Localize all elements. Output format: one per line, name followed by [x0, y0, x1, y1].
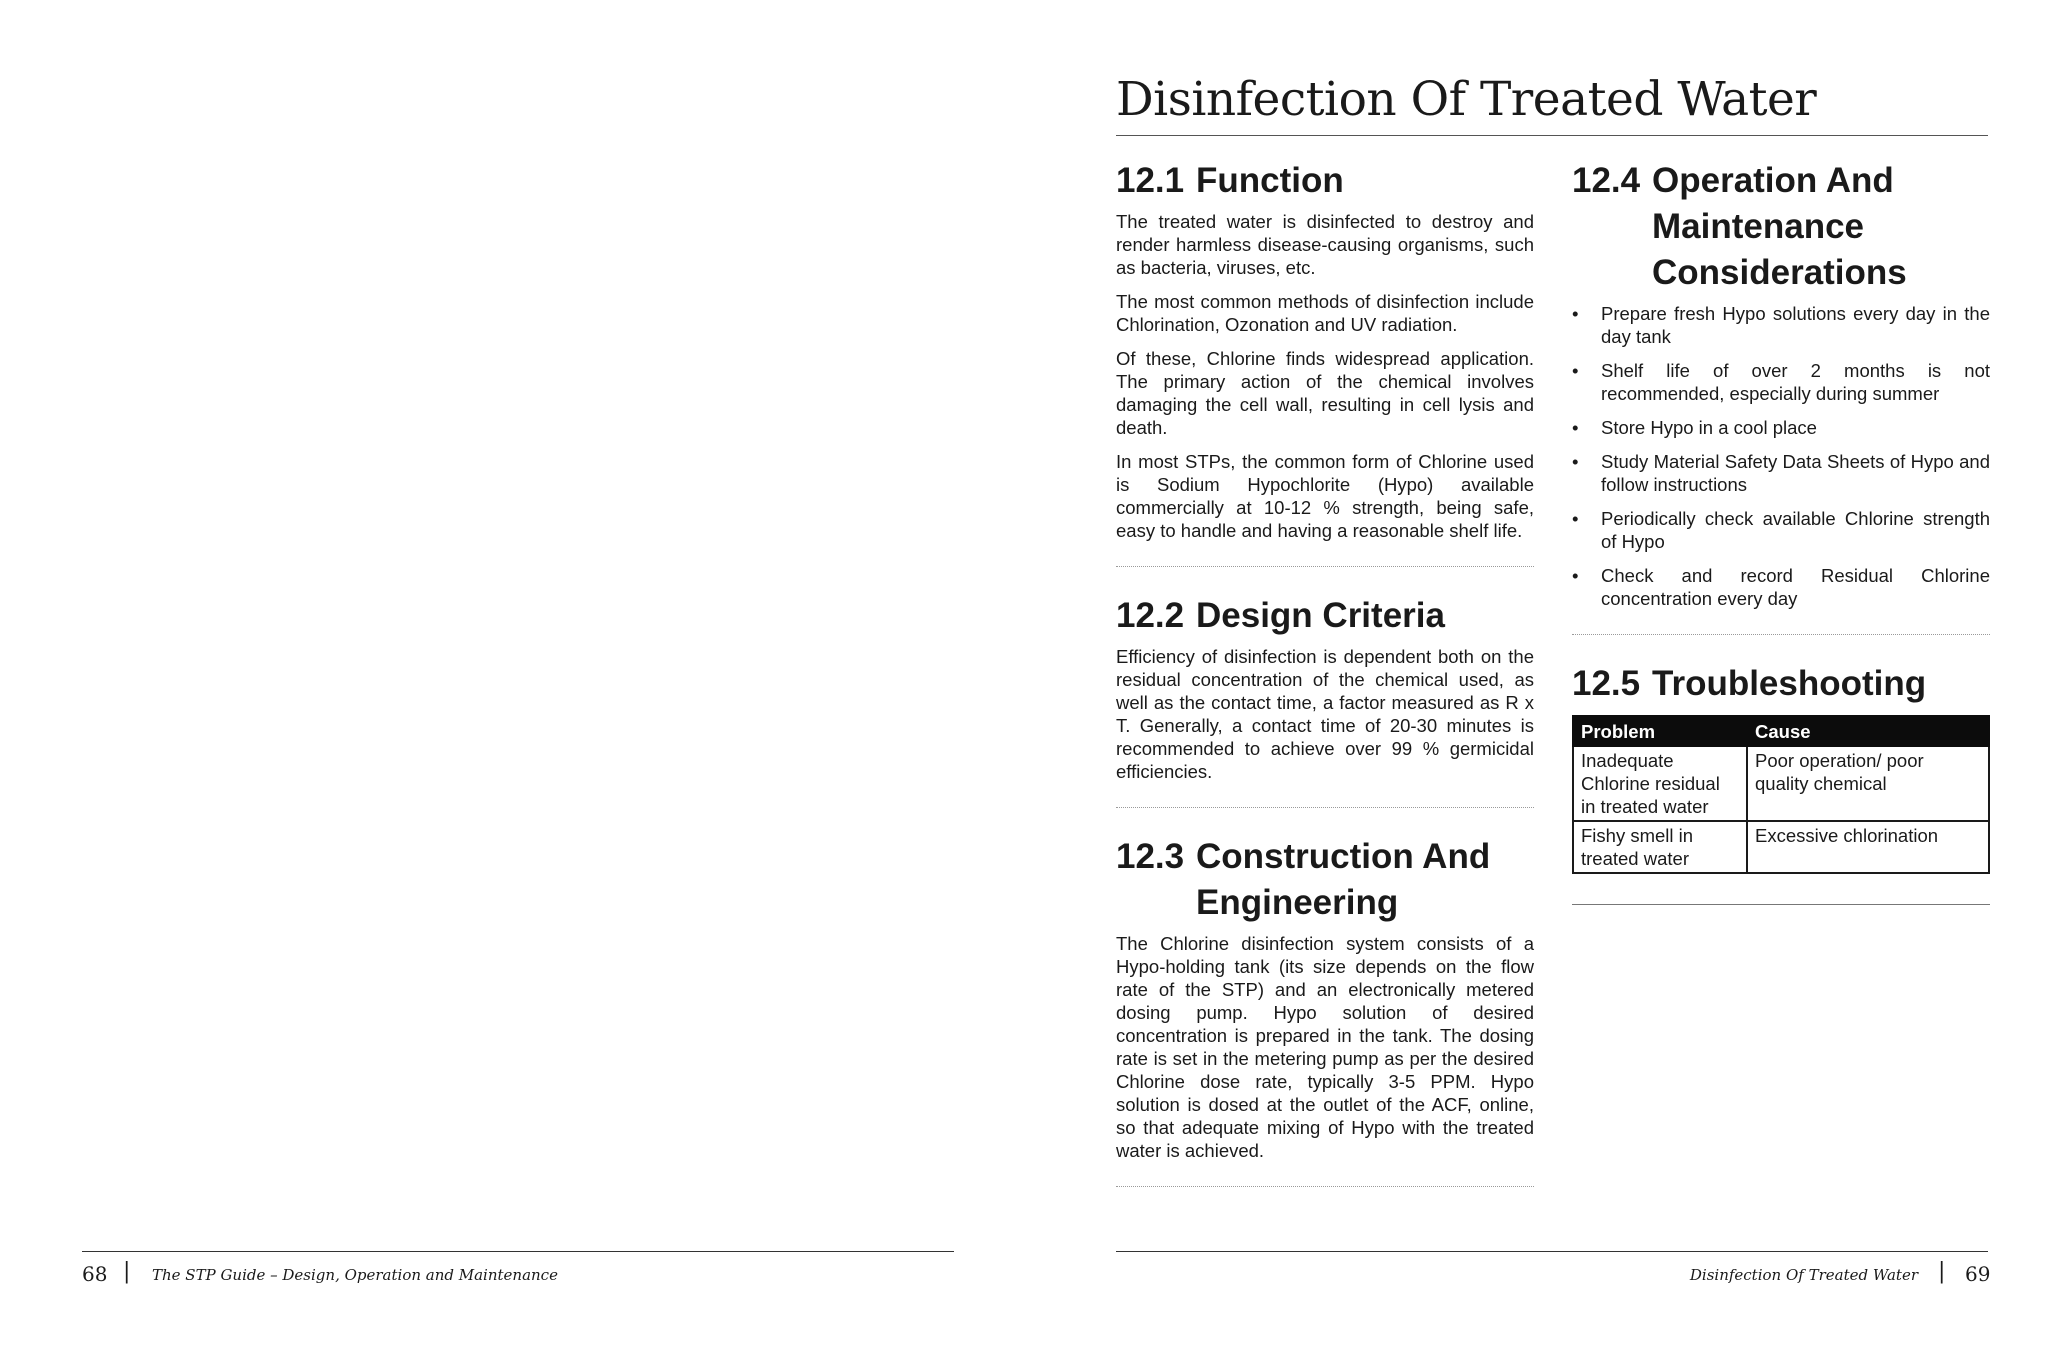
list-item-text: Check and record Residual Chlorine concentration every day: [1601, 565, 1990, 609]
title-divider: [1116, 135, 1988, 136]
left-page-number: 68: [82, 1262, 108, 1286]
left-footer-separator: |: [123, 1259, 131, 1284]
right-page-number: 69: [1965, 1262, 1991, 1286]
paragraph: In most STPs, the common form of Chlorine used is Sodium Hypochlorite (Hypo) available commercially at 10-12 % strength, being safe, easy to handle and having a reasonable shelf life.: [1116, 451, 1534, 541]
paragraph: The treated water is disinfected to destroy and render harmless disease-causing organisms, such as bacteria, viruses, etc.: [1116, 211, 1534, 278]
right-running-title: Disinfection Of Treated Water: [1689, 1266, 1918, 1284]
right-column: [1572, 158, 1990, 905]
paragraph: Of these, Chlorine finds widespread application. The primary action of the chemical involves damaging the cell wall, resulting in cell lysis and death.: [1116, 348, 1534, 438]
bullet-icon: •: [1572, 417, 1579, 438]
section-number: 12.5: [1572, 664, 1641, 703]
section-number: 12.3: [1116, 837, 1185, 876]
table-header-row: [1573, 716, 1989, 746]
table-cell-problem: Fishy smell in treated water: [1573, 821, 1747, 873]
section-title: Design Criteria: [1196, 596, 1445, 635]
section-heading-function: [1116, 158, 1534, 204]
bullet-icon: •: [1572, 565, 1579, 586]
section-divider: [1116, 807, 1534, 808]
section-divider: [1116, 566, 1534, 567]
column-header-cause: Cause: [1747, 716, 1989, 746]
left-column: [1116, 158, 1534, 1213]
section-title-line: Operation And: [1652, 161, 1894, 200]
bullet-icon: •: [1572, 508, 1579, 529]
section-divider: [1116, 1186, 1534, 1187]
section-title-line: Construction And: [1196, 837, 1491, 876]
chapter-title: Disinfection Of Treated Water: [1116, 72, 1817, 127]
section-heading-construction: [1116, 834, 1534, 926]
section-title: Troubleshooting: [1652, 664, 1927, 703]
section-title: [1196, 834, 1534, 926]
list-item: [1572, 450, 1990, 496]
section-heading-operation: [1572, 158, 1990, 296]
bullet-icon: •: [1572, 303, 1579, 324]
column-header-problem: Problem: [1573, 716, 1747, 746]
section-divider: [1572, 634, 1990, 635]
section-number: 12.4: [1572, 161, 1641, 200]
bullet-icon: •: [1572, 360, 1579, 381]
section-title: [1652, 158, 1990, 296]
list-item-text: Prepare fresh Hypo solutions every day in the day tank: [1601, 303, 1990, 347]
section-title-line: Engineering: [1196, 883, 1399, 922]
table-cell-problem: Inadequate Chlorine residual in treated water: [1573, 746, 1747, 821]
section-number: 12.2: [1116, 596, 1185, 635]
list-item: [1572, 507, 1990, 553]
troubleshooting-table: [1572, 715, 1990, 874]
section-title: Function: [1196, 161, 1344, 200]
section-number: 12.1: [1116, 161, 1185, 200]
table-row: [1573, 746, 1989, 821]
left-footer-rule: [82, 1251, 954, 1252]
list-item-text: Shelf life of over 2 months is not recommended, especially during summer: [1601, 360, 1990, 404]
section-heading-troubleshooting: [1572, 661, 1990, 707]
table-cell-cause: Poor operation/ poor quality chemical: [1747, 746, 1989, 821]
bullet-icon: •: [1572, 451, 1579, 472]
right-footer-rule: [1116, 1251, 1988, 1252]
list-item-text: Study Material Safety Data Sheets of Hypo and follow instructions: [1601, 451, 1990, 495]
table-cell-cause: Excessive chlorination: [1747, 821, 1989, 873]
list-item: [1572, 359, 1990, 405]
paragraph: The Chlorine disinfection system consists of a Hypo-holding tank (its size depends on the flow rate of the STP) and an electronically metered dosing pump. Hypo solution of desired concentration is prepared in the tank. The dosing rate is set in the metering pump as per the desired Chlorine dose rate, typically 3-5 PPM. Hypo solution is dosed at the outlet of the ACF, online, so that adequate mixing of Hypo with the treated water is achieved.: [1116, 933, 1534, 1161]
left-running-title: The STP Guide – Design, Operation and Maintenance: [152, 1266, 558, 1284]
section-title-line: Maintenance: [1652, 207, 1864, 246]
paragraph: Efficiency of disinfection is dependent both on the residual concentration of the chemical used, as well as the contact time, a factor measured as R x T. Generally, a contact time of 20-30 minutes is recommended to achieve over 99 % germicidal efficiencies.: [1116, 646, 1534, 782]
table-row: [1573, 821, 1989, 873]
section-title-line: Considerations: [1652, 253, 1907, 292]
paragraph: The most common methods of disinfection include Chlorination, Ozonation and UV radiation.: [1116, 291, 1534, 335]
list-item-text: Periodically check available Chlorine strength of Hypo: [1601, 508, 1990, 552]
list-item-text: Store Hypo in a cool place: [1601, 417, 1817, 438]
section-end-rule: [1572, 904, 1990, 905]
list-item: [1572, 416, 1990, 439]
section-heading-design-criteria: [1116, 593, 1534, 639]
list-item: [1572, 302, 1990, 348]
list-item: [1572, 564, 1990, 610]
right-footer-separator: |: [1938, 1259, 1946, 1284]
bullet-list: [1572, 302, 1990, 610]
